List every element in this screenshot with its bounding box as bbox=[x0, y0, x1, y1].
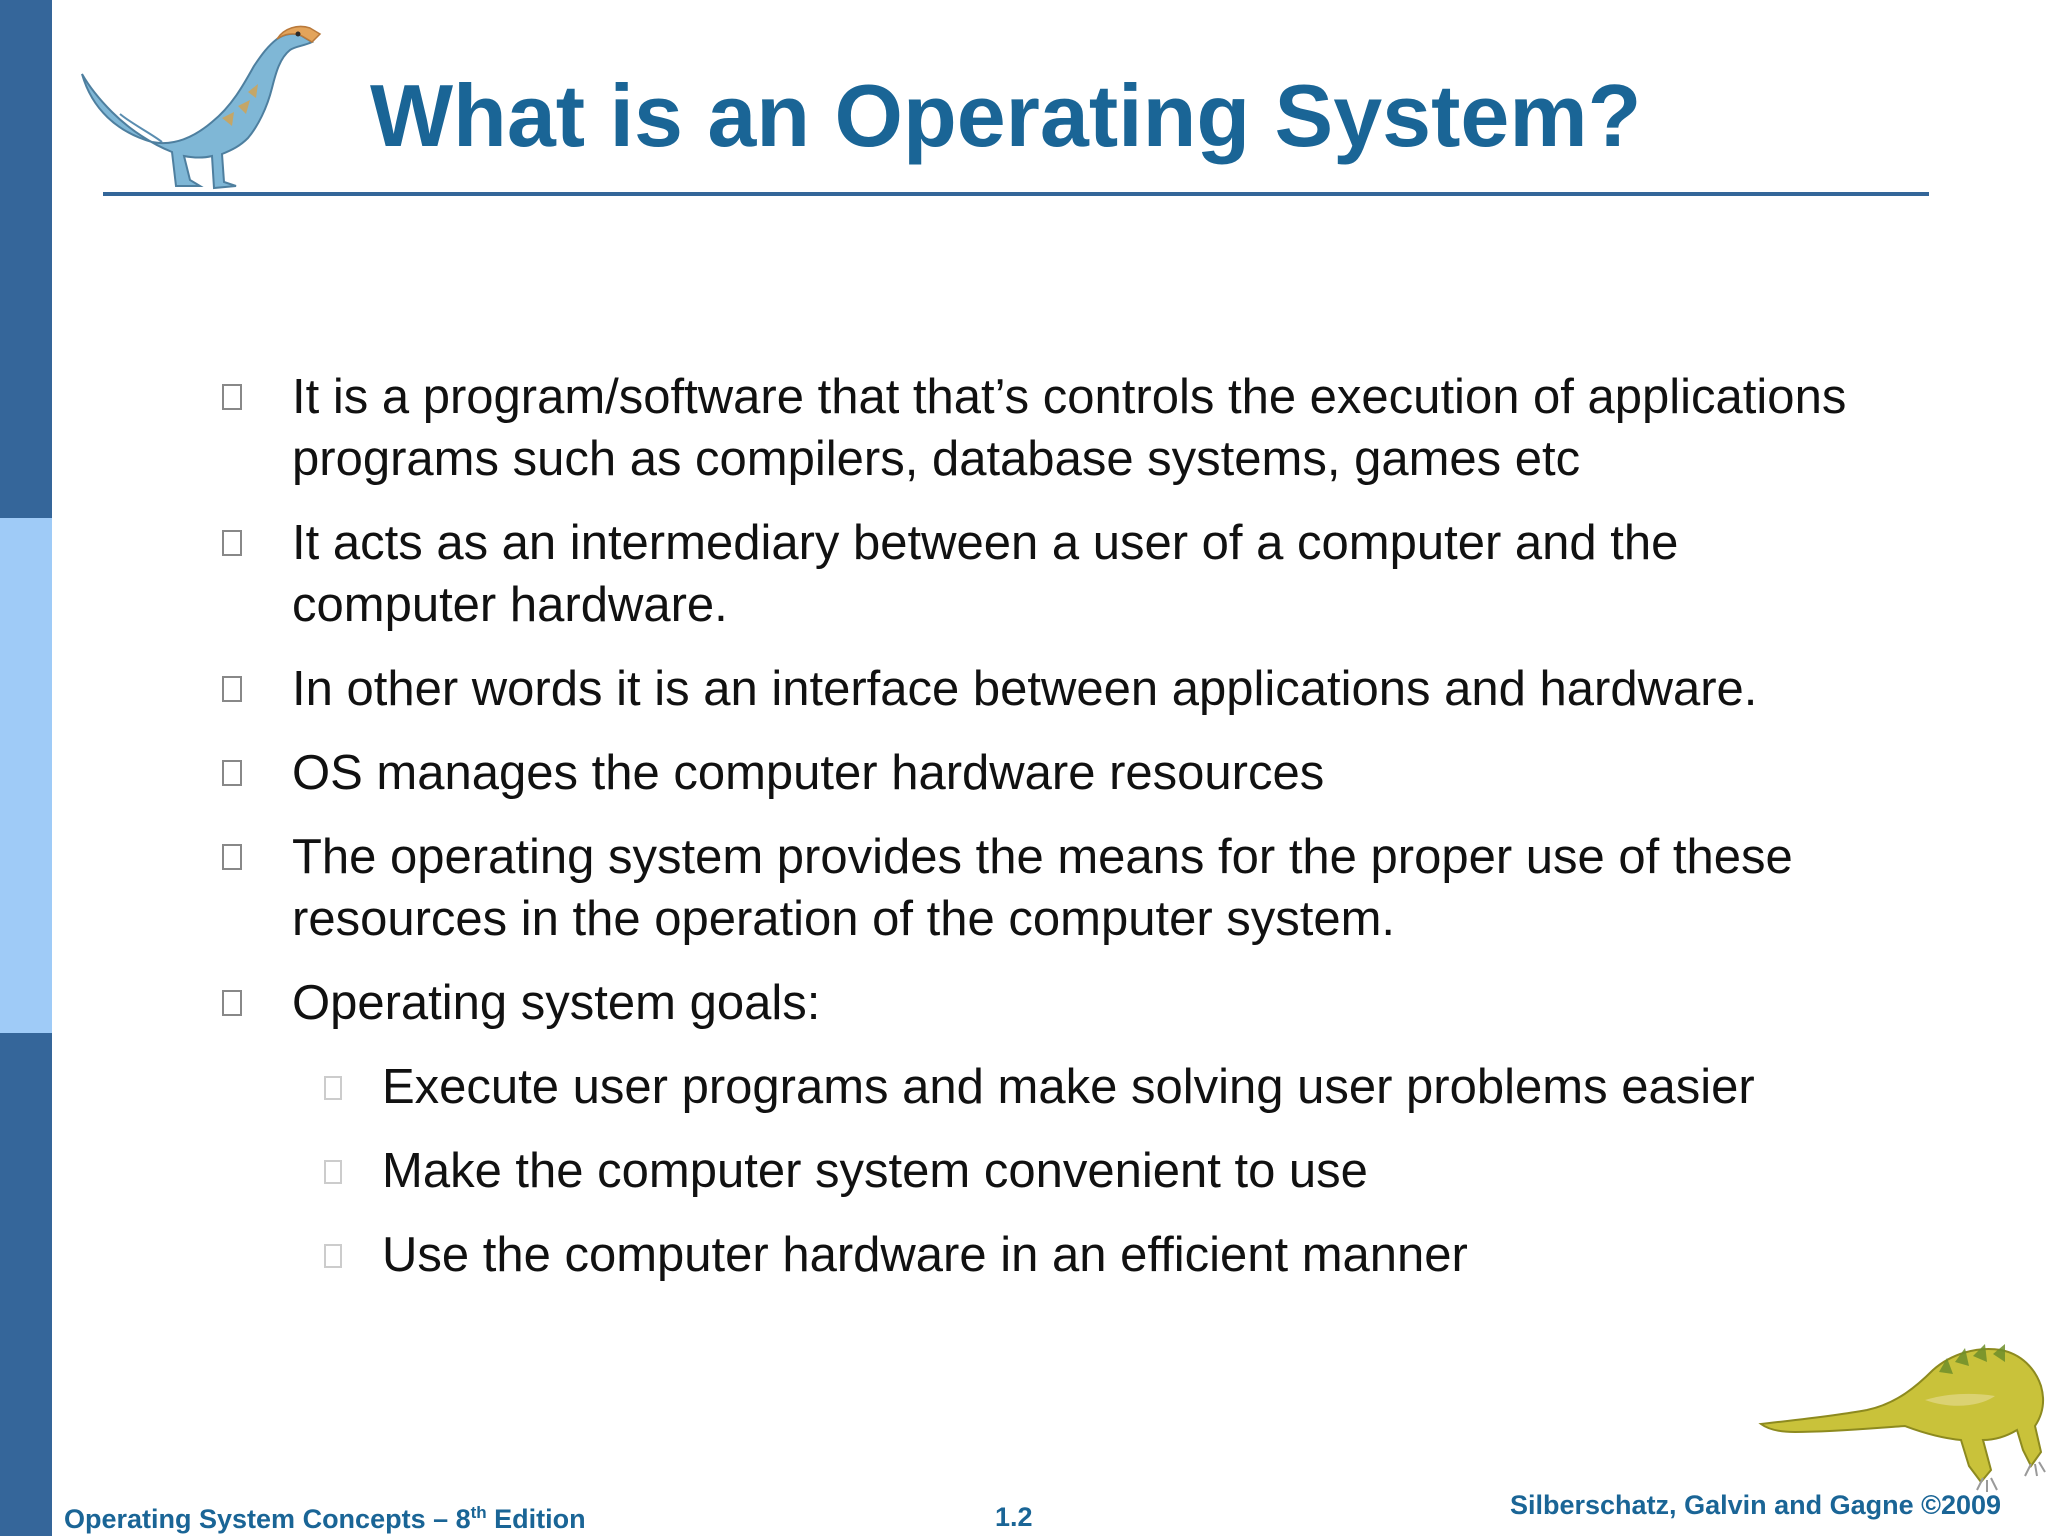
footer-page-number: 1.2 bbox=[995, 1502, 1033, 1532]
bullet-marker-icon bbox=[222, 530, 242, 556]
dinosaur-icon bbox=[1755, 1340, 2048, 1500]
bullet-marker-icon bbox=[222, 384, 242, 410]
bullet-text: OS manages the computer hardware resources bbox=[292, 746, 1325, 800]
bullet-text: The operating system provides the means for the proper use of these resources in the operation of the computer system. bbox=[292, 830, 1793, 946]
page-title: What is an Operating System? bbox=[370, 66, 1642, 165]
bullet-text: In other words it is an interface between applications and hardware. bbox=[292, 662, 1758, 716]
sub-bullet-text: Use the computer hardware in an efficient manner bbox=[382, 1228, 1468, 1282]
sub-bullet-marker-icon bbox=[324, 1160, 342, 1184]
title-divider bbox=[103, 192, 1929, 196]
bullet-marker-icon bbox=[222, 844, 242, 870]
sidebar-band-bottom bbox=[0, 1033, 52, 1536]
bullet-marker-icon bbox=[222, 990, 242, 1016]
bullet-text: It acts as an intermediary between a user of a computer and the computer hardware. bbox=[292, 516, 1679, 632]
bullet-text: Operating system goals: bbox=[292, 976, 821, 1030]
sub-bullet-text: Make the computer system convenient to use bbox=[382, 1144, 1368, 1198]
sidebar-band-top bbox=[0, 0, 52, 518]
footer-copyright: Silberschatz, Galvin and Gagne ©2009 bbox=[1510, 1490, 2002, 1520]
footer-book-title: Operating System Concepts – 8th Edition bbox=[64, 1503, 586, 1534]
sidebar-band-middle bbox=[0, 518, 52, 1033]
sub-bullet-text: Execute user programs and make solving user problems easier bbox=[382, 1060, 1755, 1114]
sub-bullet-marker-icon bbox=[324, 1076, 342, 1100]
dinosaur-icon bbox=[72, 14, 322, 194]
left-sidebar-band bbox=[0, 0, 52, 1536]
bullet-marker-icon bbox=[222, 676, 242, 702]
bullet-marker-icon bbox=[222, 760, 242, 786]
sub-bullet-marker-icon bbox=[324, 1244, 342, 1268]
bullet-text: It is a program/software that that’s controls the execution of applications programs such as compilers, database systems, games etc bbox=[292, 370, 1847, 486]
